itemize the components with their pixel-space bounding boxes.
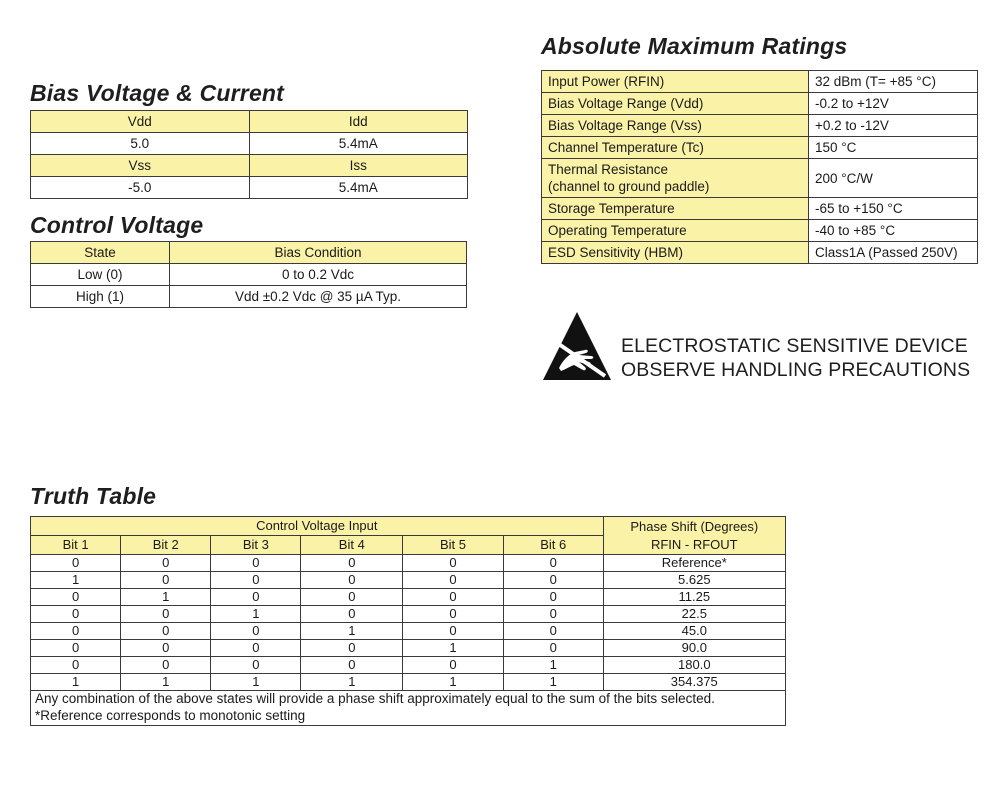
bit-cell: 1 bbox=[211, 606, 301, 623]
table-cell: 0 to 0.2 Vdc bbox=[170, 264, 467, 286]
truth-title: Truth Table bbox=[30, 483, 157, 509]
table-row bbox=[31, 640, 786, 657]
bit-cell: 0 bbox=[31, 555, 121, 572]
note-text: *Reference corresponds to monotonic setting bbox=[31, 707, 786, 726]
bit-cell: 0 bbox=[301, 657, 403, 674]
control-title: Control Voltage bbox=[30, 212, 204, 238]
bit-cell: 0 bbox=[121, 606, 211, 623]
table-row bbox=[31, 572, 786, 589]
amr-title: Absolute Maximum Ratings bbox=[541, 33, 848, 59]
table-row bbox=[542, 71, 978, 93]
param-cell: Bias Voltage Range (Vdd) bbox=[542, 93, 809, 115]
bit-cell: 0 bbox=[31, 657, 121, 674]
value-cell: +0.2 to -12V bbox=[809, 115, 978, 137]
table-row bbox=[31, 657, 786, 674]
table-row bbox=[542, 159, 978, 198]
bit-cell: 1 bbox=[31, 674, 121, 691]
phase-shift-header bbox=[603, 517, 785, 555]
bit-cell: 0 bbox=[503, 623, 603, 640]
bit-header: Bit 2 bbox=[121, 536, 211, 555]
bit-cell: 0 bbox=[31, 623, 121, 640]
bit-cell: 0 bbox=[31, 640, 121, 657]
bit-cell: 0 bbox=[403, 555, 504, 572]
phase-shift-cell: 354.375 bbox=[603, 674, 785, 691]
control-table bbox=[30, 241, 467, 308]
note-row bbox=[31, 691, 786, 708]
param-cell bbox=[542, 159, 809, 198]
table-row bbox=[31, 155, 468, 177]
bias-table bbox=[30, 110, 468, 199]
param-cell: ESD Sensitivity (HBM) bbox=[542, 242, 809, 264]
table-row bbox=[31, 264, 467, 286]
bit-cell: 0 bbox=[121, 623, 211, 640]
bit-cell: 1 bbox=[31, 572, 121, 589]
bit-header: Bit 4 bbox=[301, 536, 403, 555]
bit-cell: 1 bbox=[121, 674, 211, 691]
value-cell: -65 to +150 °C bbox=[809, 198, 978, 220]
table-row bbox=[542, 137, 978, 159]
param-line: (channel to ground paddle) bbox=[548, 179, 710, 194]
bit-cell: 0 bbox=[301, 640, 403, 657]
bit-header: Bit 5 bbox=[403, 536, 504, 555]
esd-warning-text bbox=[621, 334, 970, 382]
table-row bbox=[31, 286, 467, 308]
bit-cell: 1 bbox=[503, 674, 603, 691]
table-cell: 5.0 bbox=[31, 133, 250, 155]
value-cell: Class1A (Passed 250V) bbox=[809, 242, 978, 264]
bit-cell: 1 bbox=[121, 589, 211, 606]
table-row bbox=[31, 133, 468, 155]
bit-cell: 0 bbox=[31, 589, 121, 606]
table-row bbox=[542, 220, 978, 242]
table-cell: High (1) bbox=[31, 286, 170, 308]
bit-cell: 0 bbox=[121, 572, 211, 589]
param-cell: Bias Voltage Range (Vss) bbox=[542, 115, 809, 137]
bit-cell: 0 bbox=[503, 640, 603, 657]
bit-cell: 0 bbox=[211, 555, 301, 572]
bit-cell: 0 bbox=[301, 555, 403, 572]
bit-cell: 0 bbox=[121, 640, 211, 657]
value-cell: 200 °C/W bbox=[809, 159, 978, 198]
bit-cell: 0 bbox=[503, 572, 603, 589]
bit-cell: 1 bbox=[301, 623, 403, 640]
phase-shift-cell: Reference* bbox=[603, 555, 785, 572]
table-cell: Vss bbox=[31, 155, 250, 177]
phase-shift-cell: 90.0 bbox=[603, 640, 785, 657]
bit-cell: 0 bbox=[503, 589, 603, 606]
amr-table bbox=[541, 70, 978, 264]
bit-cell: 0 bbox=[211, 572, 301, 589]
bit-cell: 0 bbox=[403, 572, 504, 589]
phase-shift-cell: 180.0 bbox=[603, 657, 785, 674]
bit-cell: 0 bbox=[301, 589, 403, 606]
bit-cell: 0 bbox=[503, 555, 603, 572]
table-row bbox=[31, 674, 786, 691]
bit-cell: 1 bbox=[301, 674, 403, 691]
bit-cell: 0 bbox=[301, 572, 403, 589]
bit-cell: 0 bbox=[121, 555, 211, 572]
table-row bbox=[542, 198, 978, 220]
value-cell: 150 °C bbox=[809, 137, 978, 159]
phase-header-line: Phase Shift (Degrees) bbox=[630, 518, 759, 534]
table-header-row bbox=[31, 517, 786, 536]
bit-header: Bit 6 bbox=[503, 536, 603, 555]
table-row bbox=[542, 115, 978, 137]
bit-cell: 0 bbox=[211, 640, 301, 657]
table-row bbox=[542, 93, 978, 115]
bit-header: Bit 1 bbox=[31, 536, 121, 555]
phase-shift-cell: 22.5 bbox=[603, 606, 785, 623]
bit-cell: 0 bbox=[301, 606, 403, 623]
bit-cell: 1 bbox=[403, 640, 504, 657]
table-cell: Vdd bbox=[31, 111, 250, 133]
table-row bbox=[31, 606, 786, 623]
bit-header: Bit 3 bbox=[211, 536, 301, 555]
esd-warning-icon bbox=[541, 310, 613, 382]
note-row bbox=[31, 707, 786, 726]
table-row bbox=[31, 623, 786, 640]
bit-cell: 0 bbox=[403, 657, 504, 674]
bit-cell: 1 bbox=[403, 674, 504, 691]
bit-cell: 0 bbox=[211, 589, 301, 606]
value-cell: -40 to +85 °C bbox=[809, 220, 978, 242]
bit-cell: 1 bbox=[503, 657, 603, 674]
param-line: Thermal Resistance bbox=[548, 162, 669, 177]
table-row bbox=[31, 111, 468, 133]
note-text: Any combination of the above states will provide a phase shift approximately equal to the sum of the bits selected. bbox=[31, 691, 786, 708]
control-voltage-header: Control Voltage Input bbox=[31, 517, 604, 536]
bit-cell: 0 bbox=[211, 657, 301, 674]
bit-cell: 1 bbox=[211, 674, 301, 691]
table-row bbox=[31, 589, 786, 606]
phase-shift-cell: 45.0 bbox=[603, 623, 785, 640]
bit-cell: 0 bbox=[403, 589, 504, 606]
bit-cell: 0 bbox=[211, 623, 301, 640]
table-row bbox=[542, 242, 978, 264]
table-cell: -5.0 bbox=[31, 177, 250, 199]
phase-shift-cell: 5.625 bbox=[603, 572, 785, 589]
table-cell: Low (0) bbox=[31, 264, 170, 286]
table-row bbox=[31, 555, 786, 572]
param-cell: Storage Temperature bbox=[542, 198, 809, 220]
esd-line-2: OBSERVE HANDLING PRECAUTIONS bbox=[621, 359, 971, 381]
param-cell: Channel Temperature (Tc) bbox=[542, 137, 809, 159]
truth-table bbox=[30, 516, 786, 726]
table-header: Bias Condition bbox=[170, 242, 467, 264]
bias-title: Bias Voltage & Current bbox=[30, 80, 285, 106]
table-cell: 5.4mA bbox=[249, 133, 468, 155]
param-cell: Input Power (RFIN) bbox=[542, 71, 809, 93]
table-row bbox=[31, 177, 468, 199]
esd-warning bbox=[541, 310, 981, 382]
table-cell: Idd bbox=[249, 111, 468, 133]
table-header: State bbox=[31, 242, 170, 264]
table-cell: Vdd ±0.2 Vdc @ 35 µA Typ. bbox=[170, 286, 467, 308]
esd-line-1: ELECTROSTATIC SENSITIVE DEVICE bbox=[621, 335, 968, 357]
bit-cell: 0 bbox=[403, 623, 504, 640]
table-header-row bbox=[31, 242, 467, 264]
value-cell: -0.2 to +12V bbox=[809, 93, 978, 115]
bit-cell: 0 bbox=[403, 606, 504, 623]
bit-cell: 0 bbox=[121, 657, 211, 674]
table-cell: 5.4mA bbox=[249, 177, 468, 199]
phase-shift-cell: 11.25 bbox=[603, 589, 785, 606]
bit-cell: 0 bbox=[31, 606, 121, 623]
bit-cell: 0 bbox=[503, 606, 603, 623]
truth-body bbox=[31, 555, 786, 691]
value-cell: 32 dBm (T= +85 °C) bbox=[809, 71, 978, 93]
param-cell: Operating Temperature bbox=[542, 220, 809, 242]
phase-header-line: RFIN - RFOUT bbox=[650, 536, 738, 552]
table-cell: Iss bbox=[249, 155, 468, 177]
